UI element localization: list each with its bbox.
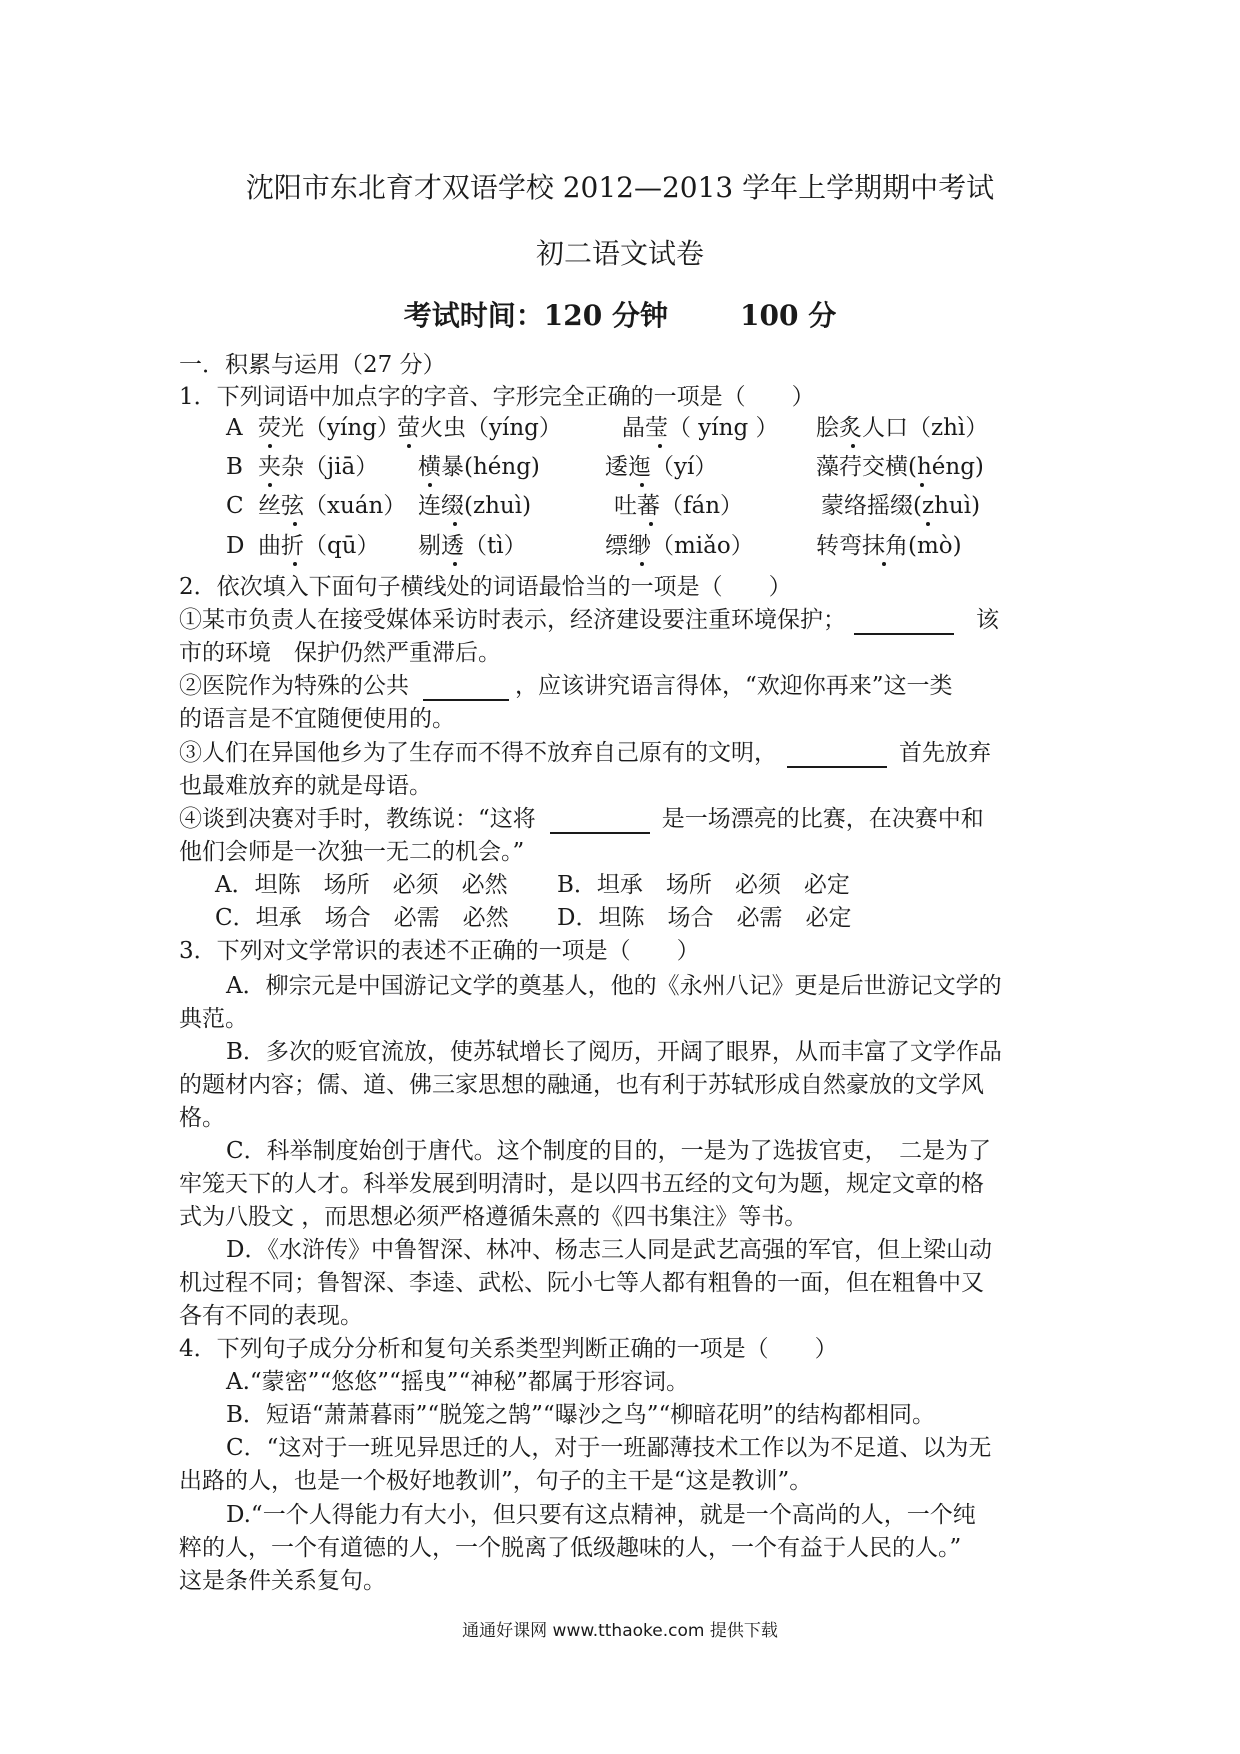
q1-option-item: 丝弦（xuán） bbox=[258, 493, 407, 519]
exam-time: 考试时间：120 分钟 bbox=[403, 299, 668, 332]
q3-option-b-line1: B．多次的贬官流放，使苏轼增长了阅历，开阔了眼界，从而丰富了文学作品 bbox=[226, 1039, 1002, 1065]
q3-option-c-line3: 式为八股文 ，而思想必须严格遵循朱熹的《四书集注》等书。 bbox=[179, 1204, 808, 1230]
emphasis-dot bbox=[293, 522, 297, 526]
page-footer: 通通好课网 www.tthaoke.com 提供下载 bbox=[462, 1621, 778, 1641]
q4-option-d-line3: 这是条件关系复句。 bbox=[179, 1568, 386, 1594]
q4-option-c-line2: 出路的人，也是一个极好地教训”，句子的主干是“这是教训”。 bbox=[179, 1468, 813, 1494]
q1-option-item: 藻荇交横(héng) bbox=[816, 454, 984, 480]
emphasis-dot bbox=[453, 562, 457, 566]
q1-option-item: 横暴(héng) bbox=[418, 454, 540, 480]
q1-option-item: 缥缈（miǎo） bbox=[605, 533, 754, 559]
q1-option-label: C bbox=[226, 493, 244, 519]
q2-sentence-2: ②医院作为特殊的公共 ，应该讲究语言得体，“欢迎你再来”这一类 bbox=[179, 673, 953, 699]
q2-option-c: C．坦承 场合 必需 必然 bbox=[215, 905, 509, 931]
q1-option-item: 转弯抹角(mò) bbox=[816, 533, 962, 559]
section-heading: 一．积累与运用（27 分） bbox=[179, 352, 446, 378]
q1-option-item: 逶迤（yí） bbox=[605, 454, 718, 480]
q3-option-c-line2: 牢笼天下的人才。科举发展到明清时，是以四书五经的文句为题，规定文章的格 bbox=[179, 1171, 984, 1197]
q1-option-item: 曲折（qū） bbox=[258, 533, 380, 559]
answer-blank bbox=[550, 806, 650, 834]
q3-option-d-line2: 机过程不同；鲁智深、李逵、武松、阮小七等人都有粗鲁的一面，但在粗鲁中又 bbox=[179, 1270, 984, 1296]
q1-option-item: 萤火虫（yíng） bbox=[397, 415, 562, 441]
q2-sentence-1: ①某市负责人在接受媒体采访时表示，经济建设要注重环境保护； 该 bbox=[179, 607, 999, 633]
question-2-stem: 2．依次填入下面句子横线处的词语最恰当的一项是（ ） bbox=[179, 574, 792, 600]
q3-option-a-line2: 典范。 bbox=[179, 1006, 248, 1032]
emphasis-dot bbox=[268, 444, 272, 448]
question-1-stem: 1．下列词语中加点字的字音、字形完全正确的一项是（ ） bbox=[179, 384, 815, 410]
q2-option-a: A．坦陈 场所 必须 必然 bbox=[215, 872, 508, 898]
emphasis-dot bbox=[658, 444, 662, 448]
q2-option-b: B．坦承 场所 必须 必定 bbox=[557, 872, 850, 898]
q2-sentence-1-cont: 市的环境 保护仍然严重滞后。 bbox=[179, 640, 501, 666]
q1-option-label: B bbox=[226, 454, 243, 480]
answer-blank bbox=[423, 673, 509, 701]
emphasis-dot bbox=[882, 562, 886, 566]
q3-option-b-line2: 的题材内容；儒、道、佛三家思想的融通，也有利于苏轼形成自然豪放的文学风 bbox=[179, 1072, 984, 1098]
q1-option-item: 晶莹（ yíng ） bbox=[622, 415, 779, 441]
emphasis-dot bbox=[640, 483, 644, 487]
emphasis-dot bbox=[293, 562, 297, 566]
exam-title: 沈阳市东北育才双语学校 2012—2013 学年上学期期中考试 bbox=[245, 171, 995, 204]
q2-sentence-3: ③人们在异国他乡为了生存而不得不放弃自己原有的文明， 首先放弃 bbox=[179, 740, 991, 766]
q1-option-item: 剔透（tì） bbox=[418, 533, 527, 559]
q1-option-item: 连缀(zhuì) bbox=[418, 493, 532, 519]
question-3-stem: 3．下列对文学常识的表述不正确的一项是（ ） bbox=[179, 938, 700, 964]
exam-info bbox=[0, 294, 1240, 334]
emphasis-dot bbox=[268, 483, 272, 487]
q3-option-c-line1: C．科举制度始创于唐代。这个制度的目的，一是为了选拔官吏， 二是为了 bbox=[226, 1138, 992, 1164]
emphasis-dot bbox=[851, 444, 855, 448]
q2-sentence-4: ④谈到决赛对手时，教练说：“这将 是一场漂亮的比赛，在决赛中和 bbox=[179, 806, 984, 832]
answer-blank bbox=[787, 740, 887, 768]
q1-option-item: 吐蕃（fán） bbox=[614, 493, 744, 519]
q4-option-d-line1: D.“一个人得能力有大小，但只要有这点精神，就是一个高尚的人，一个纯 bbox=[226, 1502, 976, 1528]
q2-sentence-2-cont: 的语言是不宜随便使用的。 bbox=[179, 706, 455, 732]
q1-option-item: 荧光（yíng） bbox=[258, 415, 400, 441]
question-4-stem: 4．下列句子成分分析和复句关系类型判断正确的一项是（ ） bbox=[179, 1336, 838, 1362]
q4-option-c-line1: C．“这对于一班见异思迁的人，对于一班鄙薄技术工作以为不足道、以为无 bbox=[226, 1435, 992, 1461]
q2-sentence-4-cont: 他们会师是一次独一无二的机会。” bbox=[179, 839, 525, 865]
q2-sentence-3-cont: 也最难放弃的就是母语。 bbox=[179, 773, 432, 799]
emphasis-dot bbox=[649, 522, 653, 526]
q1-option-label: D bbox=[226, 533, 245, 559]
q3-option-d-line1: D．《水浒传》中鲁智深、林冲、杨志三人同是武艺高强的军官，但上梁山动 bbox=[226, 1237, 992, 1263]
q3-option-d-line3: 各有不同的表现。 bbox=[179, 1303, 363, 1329]
exam-score: 100 分 bbox=[740, 299, 837, 332]
q1-option-item: 夹杂（jiā） bbox=[258, 454, 379, 480]
answer-blank bbox=[854, 607, 954, 635]
q3-option-a-line1: A．柳宗元是中国游记文学的奠基人，他的《永州八记》更是后世游记文学的 bbox=[226, 973, 1002, 999]
emphasis-dot bbox=[640, 562, 644, 566]
emphasis-dot bbox=[920, 483, 924, 487]
q1-option-item: 脍炙人口（zhì） bbox=[816, 415, 989, 441]
q4-option-b: B．短语“萧萧暮雨”“脱笼之鹄”“曝沙之鸟”“柳暗花明”的结构都相同。 bbox=[226, 1402, 935, 1428]
q1-option-label: A bbox=[226, 415, 243, 441]
q3-option-b-line3: 格。 bbox=[179, 1105, 225, 1131]
q1-option-item: 蒙络摇缀(zhuì) bbox=[821, 493, 981, 519]
q4-option-a: A.“蒙密”“悠悠”“摇曳”“神秘”都属于形容词。 bbox=[226, 1369, 689, 1395]
exam-subtitle: 初二语文试卷 bbox=[535, 237, 704, 270]
q2-option-d: D．坦陈 场合 必需 必定 bbox=[557, 905, 852, 931]
emphasis-dot bbox=[926, 522, 930, 526]
emphasis-dot bbox=[428, 483, 432, 487]
emphasis-dot bbox=[453, 522, 457, 526]
emphasis-dot bbox=[407, 444, 411, 448]
q4-option-d-line2: 粹的人，一个有道德的人，一个脱离了低级趣味的人，一个有益于人民的人。” bbox=[179, 1535, 962, 1561]
